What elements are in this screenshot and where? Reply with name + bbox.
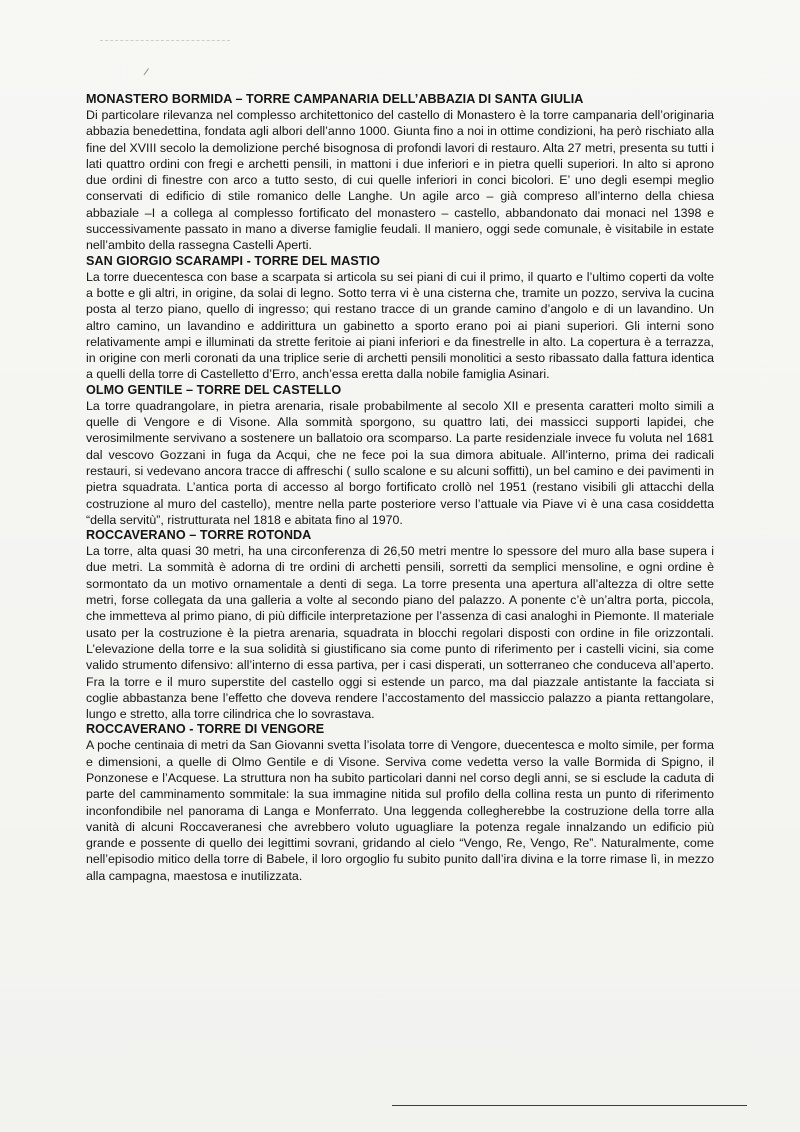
section-heading: ROCCAVERANO – TORRE ROTONDA xyxy=(86,528,312,543)
section-paragraph: A poche centinaia di metri da San Giovanni svetta l’isolata torre di Vengore, duecentesca e molto simile, per forma e dimensioni, a quelle di Olmo Gentile e di Visone. Serviva come vedetta verso la valle Bormida di Spigno, il Ponzonese e l’Acquese. La struttura non ha subito particolari danni nel corso degli anni, se si esclude la caduta di parte del camminamento sommitale: la sua immagine nitida sul profilo della collina resta un punto di riferimento inconfondibile nel panorama di Langa e Monferrato. Una leggenda collegherebbe la costruzione della torre alla vanità di alcuni Roccaveranesi che avrebbero voluto uguagliare la potenza regale innalzando un edificio più grande e possente di quello dei legittimi sovrani, gridando al cielo “Vengo, Re, Vengo, Re”. Naturalmente, come nell’episodio mitico della torre di Babele, il loro orgoglio fu subito punito dall’ira divina e la torre rimase lì, in mezzo alla campagna, maestosa e inutilizzata. xyxy=(86,738,714,883)
section-paragraph: La torre quadrangolare, in pietra arenaria, risale probabilmente al secolo XII e presenta caratteri molto simili a quelle di Vengore e di Visone. Alla sommità sporgono, su quattro lati, dei massicci supporti lapidei, che verosimilmente servivano a sostenere un ballatoio ora scomparso. La parte residenziale invece fu voluta nel 1681 dal vescovo Gozzani in fuga da Acqui, che ne fece poi la sua dimora abituale. All’interno, prima dei radicali restauri, si vedevano ancora tracce di affreschi ( sullo scalone e su alcuni soffitti), un bel camino e dei pavimenti in pietra squadrata. L’antica porta di accesso al borgo fortificato crollò nel 1951 (restano visibili gli attacchi della costruzione al muro del castello), mentre nella parte posteriore verso l’attuale via Piave vi è una casa cosiddetta “della servitù”, ristrutturata nel 1818 e abitata fino al 1970. xyxy=(86,398,714,527)
section-heading: ROCCAVERANO - TORRE DI VENGORE xyxy=(86,722,325,737)
section-olmo-gentile xyxy=(86,383,714,528)
section-roccaverano-torre-di-vengore xyxy=(86,722,714,884)
footer-rule xyxy=(392,1105,747,1106)
section-paragraph: La torre duecentesca con base a scarpata si articola su sei piani di cui il primo, il quarto e l’ultimo coperti da volte a botte e gli altri, in origine, da solai di legno. Sotto terra vi è una cisterna che, tramite un pozzo, serviva la cucina posta al terzo piano, quello di ingresso; qui restano tracce di un grande camino d’angolo e di un lavandino. Un altro camino, un lavandino e addirittura un gabinetto a sporto erano poi ai piani superiori. Gli interni sono relativamente ampi e illuminati da strette feritoie ai piani inferiori e da finestrelle in alto. La copertura è a terrazza, in origine con merli coronati da una triplice serie di archetti pensili monolitici a sesto ribassato dalla fattura identica a quelli della torre di Castelletto d’Erro, anch’essa eretta dalla nobile famiglia Asinari. xyxy=(86,269,714,382)
section-heading: SAN GIORGIO SCARAMPI - TORRE DEL MASTIO xyxy=(86,253,380,268)
section-san-giorgio-scarampi xyxy=(86,254,714,383)
section-monastero-bormida xyxy=(86,92,714,254)
document-body xyxy=(86,92,714,884)
section-paragraph: La torre, alta quasi 30 metri, ha una circonferenza di 26,50 metri mentre lo spessore del muro alla base supera i due metri. La sommità è adorna di tre ordini di archetti pensili, sorretti da semplici mensoline, e ogni ordine è sormontato da un motivo ornamentale a denti di sega. La torre presenta una apertura all’altezza di oltre sette metri, forse collegata da una galleria a volte al secondo piano del palazzo. A ponente c’è un’altra porta, piccola, che immetteva al primo piano, di più difficile interpretazione per l’assenza di casi analoghi in Piemonte. Il materiale usato per la costruzione è la pietra arenaria, squadrata in blocchi regolari disposti con ordine in file orizzontali. L’elevazione della torre e la sua solidità si giustificano sia come punto di riferimento per i castelli vicini, sia come valido strumento difensivo: all’interno di essa partiva, per i casi disperati, un sotterraneo che conduceva all’aperto. Fra la torre e il muro superstite del castello oggi si estende un parco, ma dal piazzale antistante la facciata si coglie abbastanza bene l’effetto che doveva rendere l’accostamento del massiccio palazzo a pianta rettangolare, lungo e stretto, alla torre cilindrica che lo sovrastava. xyxy=(86,544,714,722)
section-roccaverano-torre-rotonda xyxy=(86,528,714,722)
section-heading: OLMO GENTILE – TORRE DEL CASTELLO xyxy=(86,382,342,397)
scan-artifact-mark xyxy=(144,68,156,80)
section-paragraph: Di particolare rilevanza nel complesso architettonico del castello di Monastero è la torre campanaria dell’originaria abbazia benedettina, fondata agli albori dell’anno 1000. Giunta fino a noi in ottime condizioni, ha però rischiato alla fine del XVIII secolo la demolizione perché bisognosa di profondi lavori di restauro. Alta 27 metri, presenta su tutti i lati quattro ordini con fregi e archetti pensili, in mattoni i due inferiori e in pietra quelli superiori. In alto si aprono due ordini di finestre con arco a tutto sesto, di cui quelle inferiori in conci bicolori. E’ uno degli esempi meglio conservati di edificio di stile romanico delle Langhe. Un agile arco – già compreso all’interno della chiesa abbaziale –I a collega al complesso fortificato del monastero – castello, abbandonato dai monaci nel 1398 e successivamente passato in mano a diverse famiglie feudali. Il maniero, oggi sede comunale, è visitabile in estate nell’ambito della rassegna Castelli Aperti. xyxy=(86,108,714,253)
scan-artifact xyxy=(100,40,230,55)
section-heading: MONASTERO BORMIDA – TORRE CAMPANARIA DELL’ABBAZIA DI SANTA GIULIA xyxy=(86,92,584,106)
